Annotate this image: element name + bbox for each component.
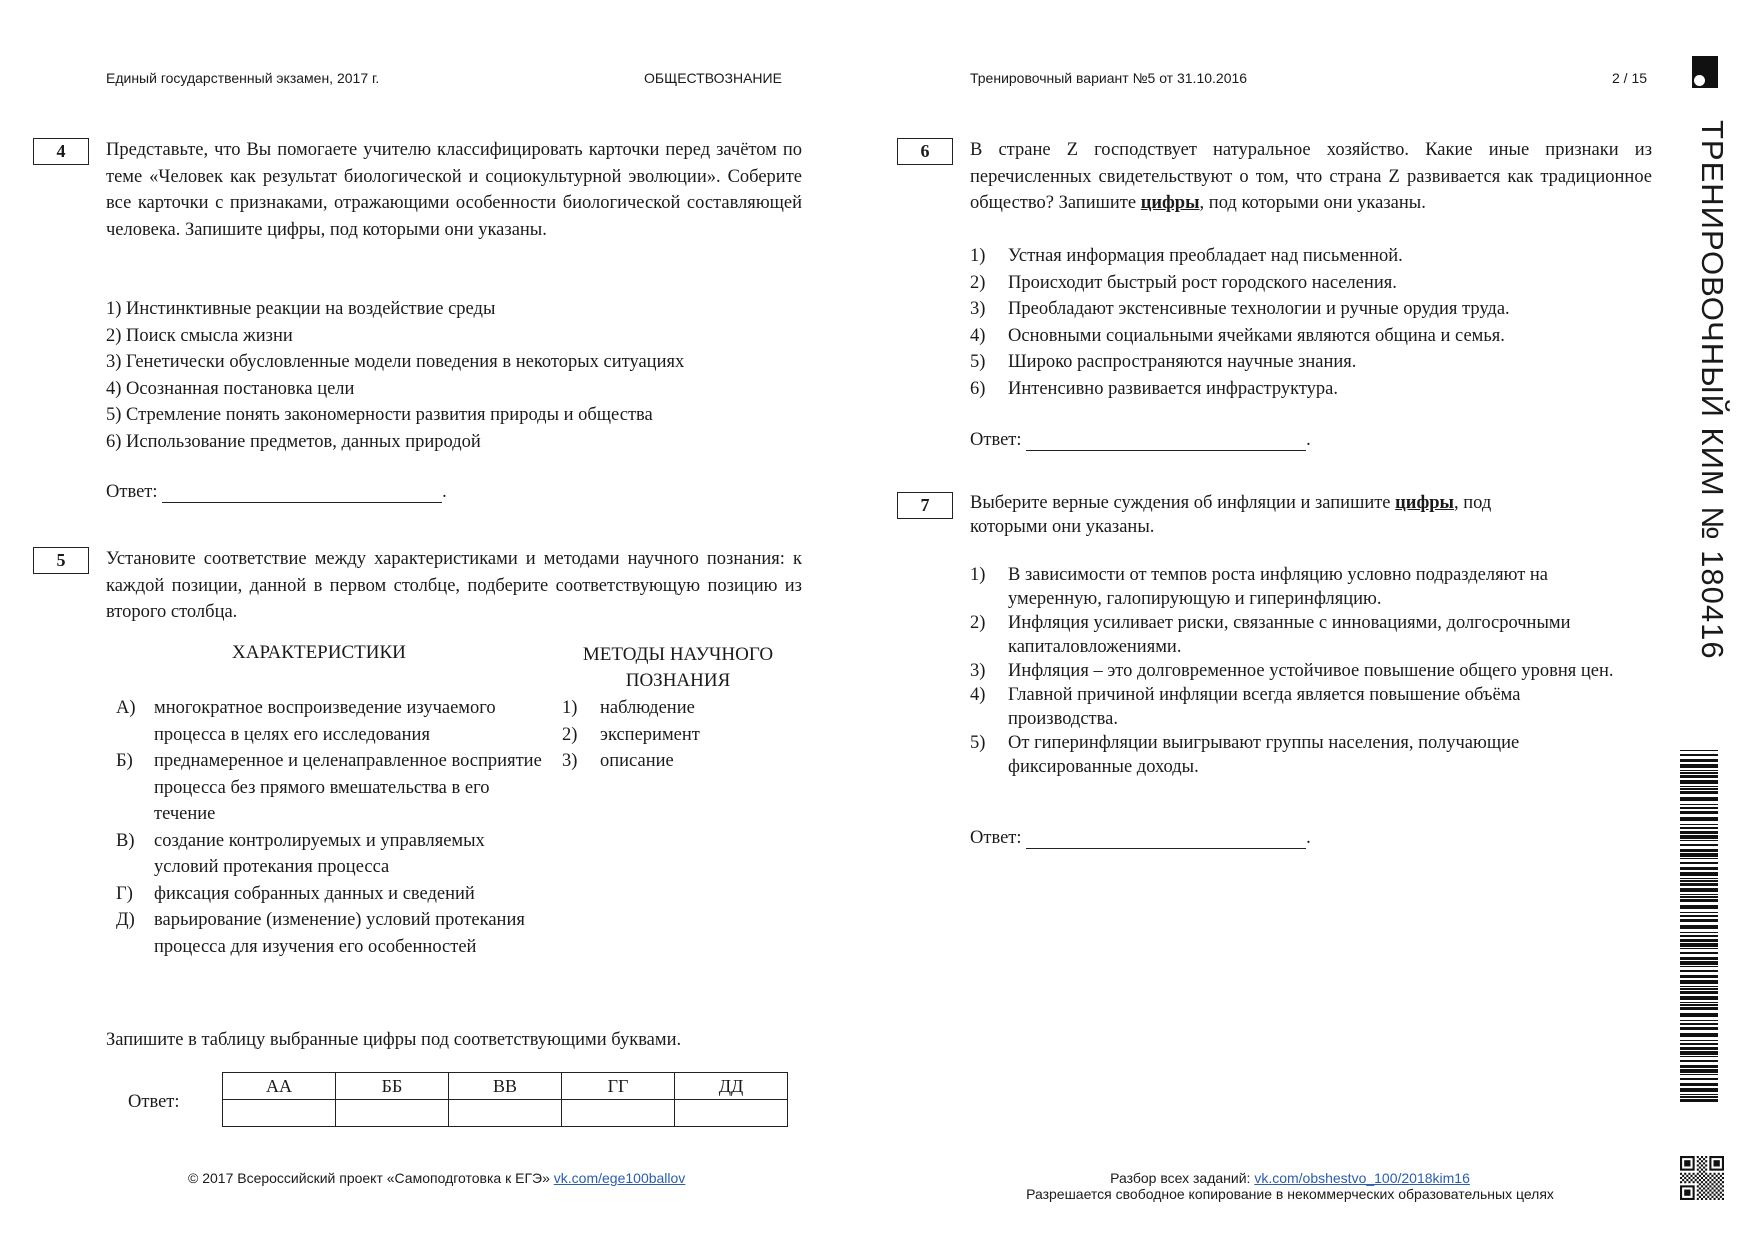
question-7-number: 7: [897, 492, 953, 519]
question-6-text: В стране Z господствует натуральное хозяйство. Какие иные признаки из перечисленных свидетельствуют о том, что страна Z развивается как традиционное общество? Запишите цифры, под которыми они указаны.: [970, 140, 1652, 213]
question-7-answer: Ответ: .: [970, 828, 1311, 848]
header-variant: Тренировочный вариант №5 от 31.10.2016: [970, 70, 1248, 86]
question-7-options: [970, 563, 1660, 779]
header-page-number: 2 / 15: [1612, 70, 1648, 86]
list-item: 5) Стремление понять закономерности развития природы и общества: [106, 405, 653, 425]
side-title: ТРЕНИРОВОЧНЫЙ КИМ № 180416: [1695, 120, 1730, 660]
header-subject: ОБЩЕСТВОЗНАНИЕ: [644, 70, 782, 86]
question-4-options: [106, 296, 684, 455]
question-5-text: Установите соответствие между характеристиками и методами научного познания: к каждой позиции, данной в первом столбце, подберите соответствующую позицию из второго столбца.: [106, 549, 802, 622]
question-4-text: Представьте, что Вы помогаете учителю классифицировать карточки перед зачётом по теме «Человек как результат биологической и социокультурной эволюции». Соберите все карточки с признаками, отражающими особенности биологической составляющей человека. Запишите цифры, под которыми они указаны.: [106, 140, 802, 240]
list-item: А) многократное воспроизведение изучаемого процесса в целях его исследования: [116, 698, 496, 745]
list-item: 3) описание: [562, 751, 674, 771]
list-item: 2) Поиск смысла жизни: [106, 325, 293, 346]
list-item: Д) варьирование (изменение) условий протекания процесса для изучения его особенностей: [116, 910, 525, 957]
answer-line[interactable]: [1026, 830, 1306, 849]
question-4-number: 4: [33, 138, 89, 165]
list-item: 1) В зависимости от темпов роста инфляцию условно подразделяют на умеренную, галопирующую и гиперинфляцию.: [970, 565, 1549, 609]
answer-table: [222, 1072, 788, 1127]
answer-label: Ответ:: [128, 1092, 180, 1112]
answer-cell-v[interactable]: [449, 1100, 562, 1127]
question-6-number: 6: [897, 138, 953, 165]
list-item: Б) преднамеренное и целенаправленное восприятие процесса без прямого вмешательства в его течение: [116, 751, 542, 824]
footer-info: Разбор всех заданий: vk.com/obshestvo_100/2018kim16 Разрешается свободное копирование в некоммерческих образовательных целях: [1000, 1170, 1580, 1202]
list-item: 1) наблюдение: [562, 698, 695, 718]
answer-line[interactable]: [1026, 432, 1306, 451]
list-item: Г) фиксация собранных данных и сведений: [116, 883, 475, 904]
list-item: 6) Интенсивно развивается инфраструктура.: [970, 378, 1339, 399]
footer-copyright: © 2017 Всероссийский проект «Самоподготовка к ЕГЭ» vk.com/ege100ballov: [188, 1170, 686, 1186]
qr-code-icon: [1680, 1156, 1724, 1200]
footer-link-obshestvo[interactable]: vk.com/obshestvo_100/2018kim16: [1254, 1170, 1470, 1186]
answer-line[interactable]: [162, 484, 442, 503]
answer-cell-b[interactable]: [336, 1100, 449, 1127]
answer-cell-a[interactable]: [223, 1100, 336, 1127]
list-item: 5) От гиперинфляции выигрывают группы населения, получающие фиксированные доходы.: [970, 733, 1520, 777]
question-4-answer: Ответ: .: [106, 482, 447, 502]
corner-marker-icon: [1692, 56, 1718, 88]
list-item: 1) Инстинктивные реакции на воздействие среды: [106, 299, 496, 319]
table-header-v: ВВ: [449, 1073, 562, 1100]
list-item: 3) Генетически обусловленные модели поведения в некоторых ситуациях: [106, 352, 685, 372]
footer-link-ege100ballov[interactable]: vk.com/ege100ballov: [553, 1170, 686, 1186]
table-header-g: ГГ: [562, 1073, 675, 1100]
answer-label: Ответ:: [970, 430, 1022, 450]
question-5-instruction: Запишите в таблицу выбранные цифры под соответствующими буквами.: [106, 1030, 682, 1050]
answer-cell-g[interactable]: [562, 1100, 675, 1127]
list-item: 3) Инфляция – это долговременное устойчивое повышение общего уровня цен.: [970, 661, 1614, 681]
list-item: 4) Главной причиной инфляции всегда является повышение объёма производства.: [970, 685, 1521, 729]
table-header-a: АА: [223, 1073, 336, 1100]
list-item: 2) Происходит быстрый рост городского населения.: [970, 272, 1397, 293]
methods-header: МЕТОДЫ НАУЧНОГО ПОЗНАНИЯ: [582, 644, 774, 691]
list-item: 3) Преобладают экстенсивные технологии и ручные орудия труда.: [970, 299, 1510, 319]
table-header-d: ДД: [675, 1073, 788, 1100]
list-item: В) создание контролируемых и управляемых условий протекания процесса: [116, 830, 485, 877]
list-item: 4) Осознанная постановка цели: [106, 378, 355, 399]
footer-copy-permission: Разрешается свободное копирование в некоммерческих образовательных целях: [1026, 1186, 1554, 1202]
list-item: 5) Широко распространяются научные знания.: [970, 352, 1357, 372]
table-header-b: ББ: [336, 1073, 449, 1100]
header-exam-title: Единый государственный экзамен, 2017 г.: [106, 70, 380, 86]
list-item: 2) эксперимент: [562, 724, 700, 745]
list-item: 1) Устная информация преобладает над письменной.: [970, 246, 1403, 266]
answer-label: Ответ:: [106, 482, 158, 502]
methods-list: [562, 695, 700, 775]
list-item: 4) Основными социальными ячейками являются община и семья.: [970, 325, 1505, 346]
answer-cell-d[interactable]: [675, 1100, 788, 1127]
list-item: 6) Использование предметов, данных природой: [106, 431, 481, 452]
barcode-icon: [1680, 750, 1718, 1102]
question-5-number: 5: [33, 547, 89, 574]
question-6-options: [970, 243, 1510, 402]
question-6-answer: Ответ: .: [970, 430, 1311, 450]
list-item: 2) Инфляция усиливает риски, связанные с инновациями, долгосрочными капиталовложениями.: [970, 613, 1571, 657]
question-7-text: Выберите верные суждения об инфляции и запишите цифры, под которыми они указаны.: [970, 493, 1492, 537]
characteristics-list: [116, 695, 546, 960]
characteristics-header: ХАРАКТЕРИСТИКИ: [232, 642, 406, 663]
answer-label: Ответ:: [970, 828, 1022, 848]
